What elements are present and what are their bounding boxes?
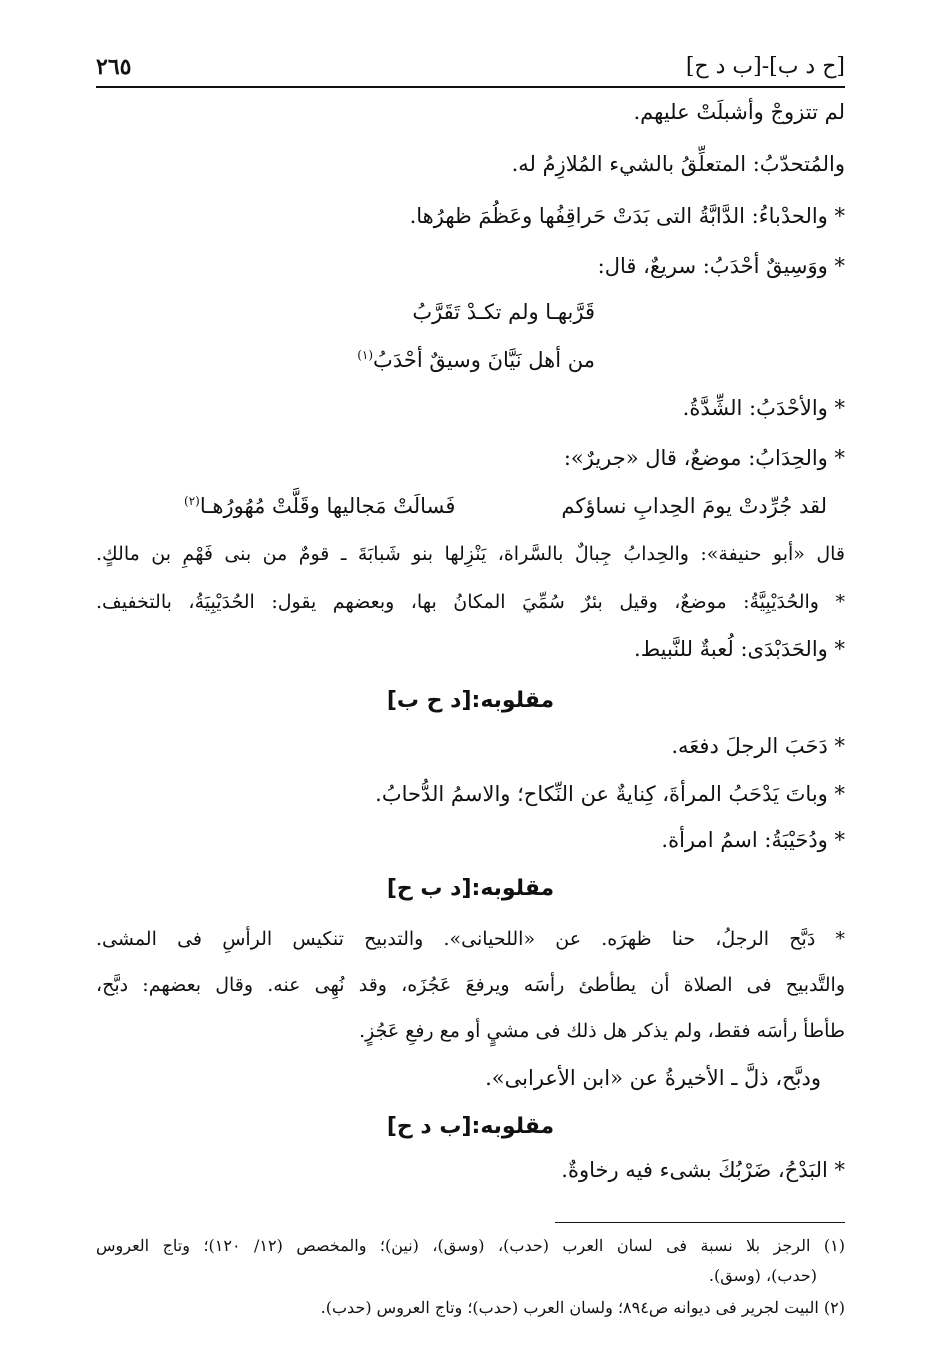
text-line: * دَحَبَ الرجلَ دفعَه. (671, 734, 845, 758)
text-line: * دَبَّح الرجلُ، حنا ظهرَه. عن «اللحيانى». والتدبيح تنكيس الرأسِ فى المشى. (96, 928, 845, 950)
text-line: * والحُدَيْبِيَّةُ: موضعٌ، وقيل بئرٌ سُمِّيَ المكانُ بها، وبعضهم يقول: الحُدَيْبِيَةُ، بالتخفيف. (96, 591, 845, 613)
text-line: * ودُحَيْبَةُ: اسمُ امرأة. (661, 828, 845, 852)
text-line: والمُتحدّبُ: المتعلِّقُ بالشيء المُلازِمُ له. (511, 152, 845, 176)
text-line: لم تتزوجْ وأشبلَتْ عليهم. (633, 100, 845, 124)
text-line: * ووَسِيقٌ أحْدَبُ: سريعٌ، قال: (597, 254, 845, 278)
text-line: * البَدْحُ، ضَرْبُكَ بشىء فيه رخاوةٌ. (561, 1158, 845, 1182)
text-line: والتَّدبيح فى الصلاة أن يطأطئ رأسَه ويرفعَ عَجُزَه، وقد نُهِى عنه. وقال بعضهم: دبَّح، (96, 974, 845, 996)
footnote-line: (حدب)، (وسق). (708, 1266, 817, 1285)
footnote-marker: (٢) (184, 494, 200, 508)
text-line: * والحدْباءُ: الدَّابَّةُ التى بَدَتْ حَراقِفُها وعَظُمَ ظهرُها. (409, 204, 845, 228)
footnote-marker: (١) (357, 348, 374, 362)
section-heading: مقلوبه:[ب د ح] (386, 1114, 555, 1139)
text-line: * والحَدَبْدَى: لُعبةٌ للنَّبيط. (634, 637, 845, 661)
verse-text: فَسالَتْ مَجاليها وقَلَّتْ مُهُورُهـا (199, 494, 456, 518)
text-line: * وباتَ يَدْحَبُ المرأةَ، كِنايةٌ عن النِّكاح؛ والاسمُ الدُّحابُ. (375, 782, 845, 806)
footnote-line: (٢) البيت لجرير فى ديوانه ص٨٩٤؛ ولسان العرب (حدب)؛ وتاج العروس (حدب). (320, 1298, 845, 1317)
footnote-divider (555, 1222, 845, 1223)
header-title: [ح د ب]-[ب د ح] (685, 54, 845, 79)
text-line: * والحِدَابُ: موضعٌ، قال «جريرٌ»: (563, 446, 845, 470)
verse-hemistich-2 (184, 494, 455, 518)
text-line: ودبَّح، ذلَّ ـ الأخيرةُ عن «ابن الأعرابى». (485, 1066, 821, 1090)
section-heading: مقلوبه:[د ح ب] (386, 688, 555, 713)
verse-line: قَرَّبهـا ولم تكـدْ تَقَرَّبُ (412, 300, 595, 324)
verse-hemistich-1: لقد جُرِّدتْ يومَ الحِدابِ نساؤكم (561, 494, 827, 518)
section-heading: مقلوبه:[د ب ح] (386, 876, 555, 901)
verse-text: من أهل نَيَّانَ وسيقٌ أحْدَبُ (373, 348, 595, 372)
footnote-line: (١) الرجز بلا نسبة فى لسان العرب (حدب)، (وسق)، (نين)؛ والمخصص (١٢/ ١٢٠)؛ وتاج العروس (96, 1236, 846, 1255)
page-number: ٢٦٥ (96, 54, 132, 80)
verse-line (357, 348, 595, 372)
page-header (96, 46, 845, 88)
text-line: طأطأ رأسَه فقط، ولم يذكر هل ذلك فى مشيٍ أو مع رفعِ عَجُزٍ. (359, 1020, 845, 1042)
text-line: * والأحْدَبُ: الشِّدَّةُ. (682, 396, 845, 420)
text-line: قال «أبو حنيفة»: والحِدابُ جِبالٌ بالسَّراة، يَنْزِلها بنو شَبابَةَ ـ قومٌ من بنى فَهْمِ بن مالكٍ. (96, 543, 845, 565)
